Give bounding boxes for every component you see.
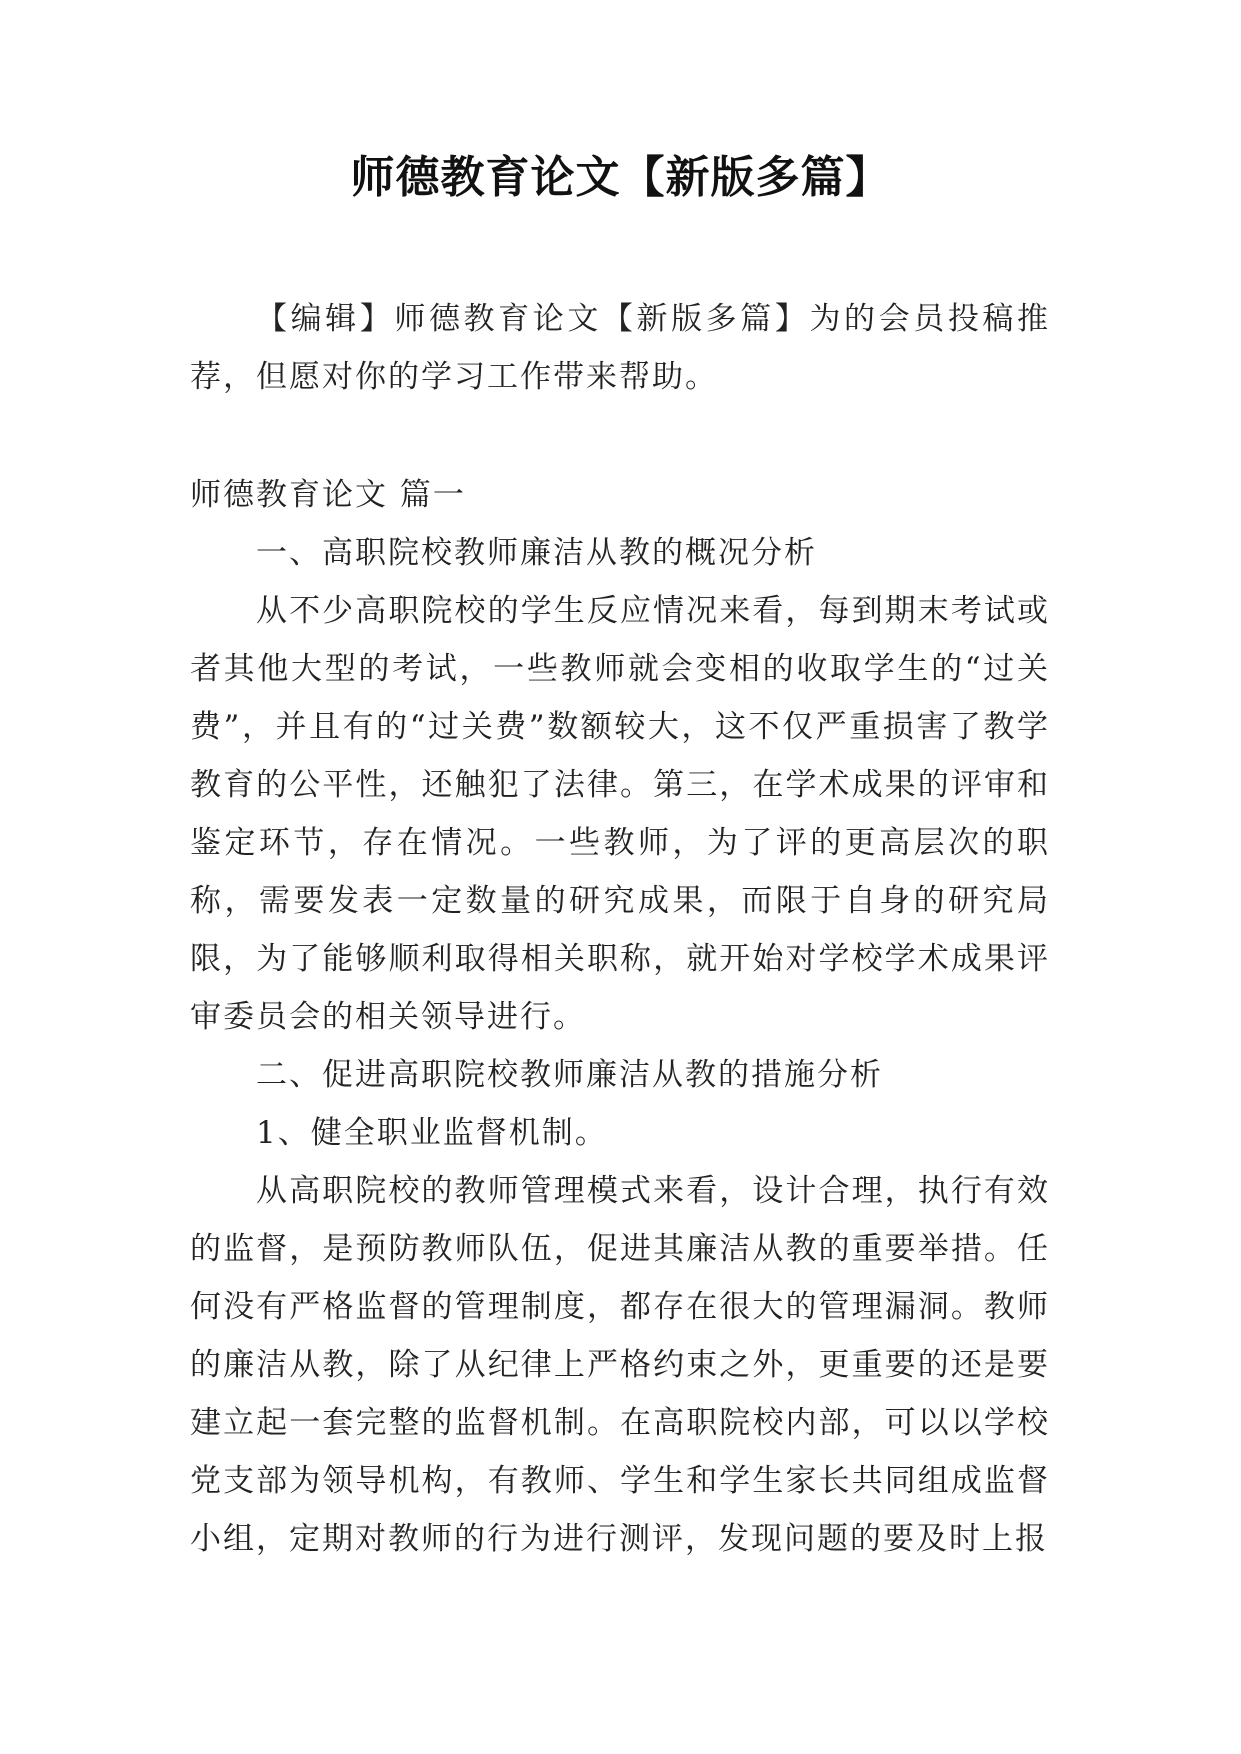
document-title: 师德教育论文【新版多篇】 xyxy=(350,152,891,203)
paragraph-1: 从不少高职院校的学生反应情况来看，每到期末考试或者其他大型的考试，一些教师就会变相的收取学生的“过关费”，并且有的“过关费”数额较大，这不仅严重损害了教学教育的公平性，还触犯了法律。第三，在学术成果的评审和鉴定环节，存在情况。一些教师，为了评的更高层次的职称，需要发表一定数量的研究成果，而限于自身的研究局限，为了能够顺利取得相关职称，就开始对学校学术成果评审委员会的相关领导进行。 xyxy=(190,593,1050,1035)
article-body xyxy=(190,466,1050,1568)
intro-paragraph: 【编辑】师德教育论文【新版多篇】为的会员投稿推荐，但愿对你的学习工作带来帮助。 xyxy=(190,301,1050,395)
heading-1: 一、高职院校教师廉洁从教的概况分析 xyxy=(256,535,817,571)
heading-3: 1、健全职业监督机制。 xyxy=(256,1115,608,1151)
heading-2: 二、促进高职院校教师廉洁从教的措施分析 xyxy=(256,1057,883,1093)
paragraph-2: 从高职院校的教师管理模式来看，设计合理，执行有效的监督，是预防教师队伍，促进其廉洁从教的重要举措。任何没有严格监督的管理制度，都存在很大的管理漏洞。教师的廉洁从教，除了从纪律上严格约束之外，更重要的还是要建立起一套完整的监督机制。在高职院校内部，可以以学校党支部为领导机构，有教师、学生和学生家长共同组成监督小组，定期对教师的行为进行测评，发现问题的要及时上报 xyxy=(190,1173,1050,1557)
section-label: 师德教育论文 篇一 xyxy=(190,477,466,513)
intro-block xyxy=(190,290,1050,406)
